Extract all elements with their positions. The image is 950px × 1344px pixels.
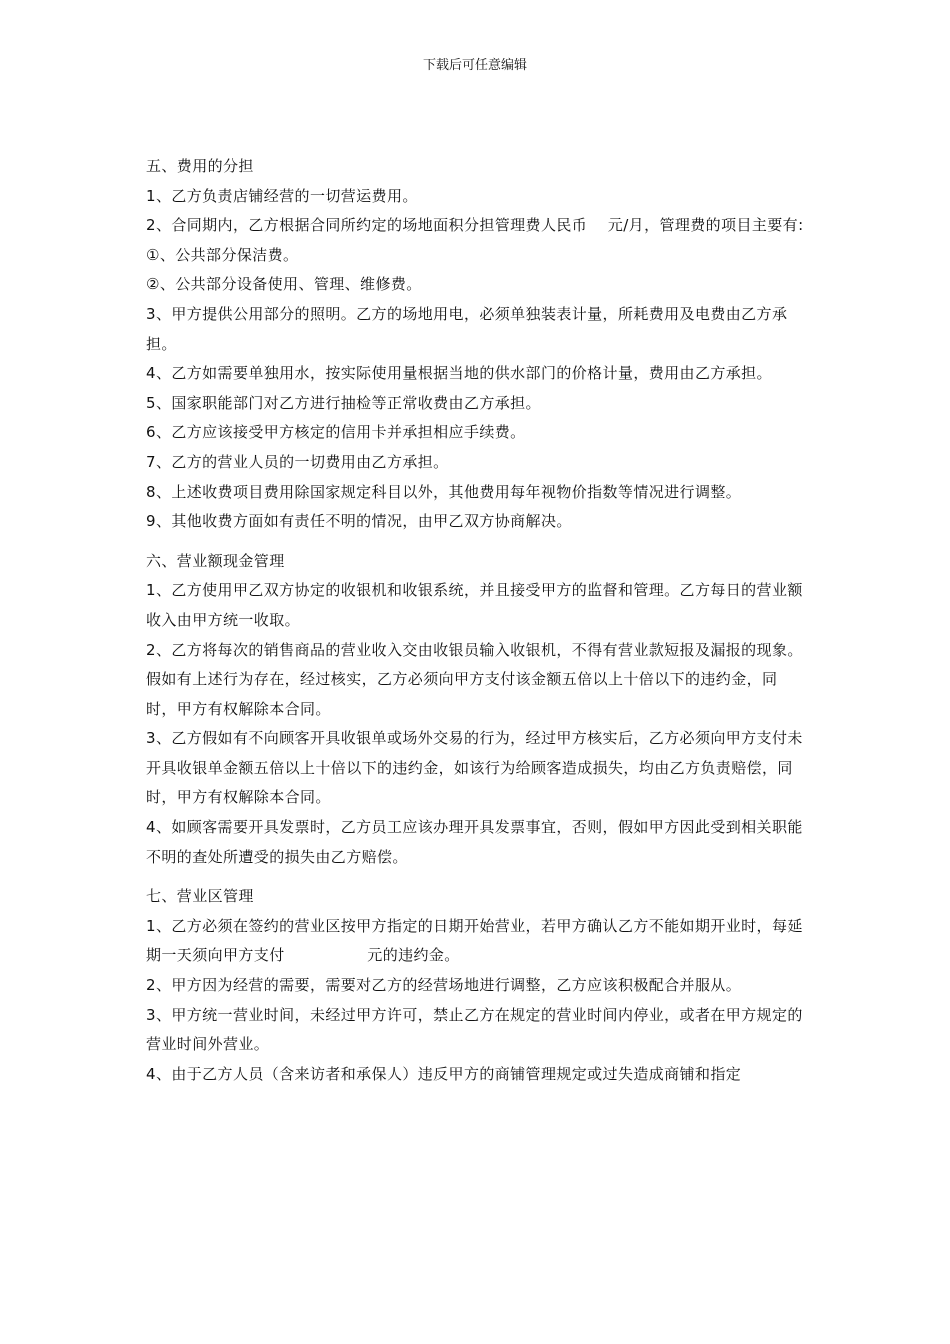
clause: 3、甲方提供公用部分的照明。乙方的场地用电，必须单独装表计量，所耗费用及电费由乙方承担。: [146, 304, 788, 353]
section-cash-management: [146, 547, 806, 873]
section-expense-sharing: [146, 152, 806, 537]
clause: 2、乙方将每次的销售商品的营业收入交由收银员输入收银机，不得有营业款短报及漏报的现象。假如有上述行为存在，经过核实，乙方必须向甲方支付该金额五倍以上十倍以下的违约金，同时，甲方有权解除本合同。: [146, 640, 803, 718]
clause: 5、国家职能部门对乙方进行抽检等正常收费由乙方承担。: [146, 393, 541, 412]
section-title: 五、费用的分担: [146, 157, 254, 175]
clause: 1、乙方必须在签约的营业区按甲方指定的日期开始营业，若甲方确认乙方不能如期开业时，每延期一天须向甲方支付 元的违约金。: [146, 916, 803, 965]
clause: 4、乙方如需要单独用水，按实际使用量根据当地的供水部门的价格计量，费用由乙方承担。: [146, 364, 772, 383]
clause: 2、合同期内，乙方根据合同所约定的场地面积分担管理费人民币 元/月，管理费的项目主要有:: [146, 216, 804, 235]
clause: 3、乙方假如有不向顾客开具收银单或场外交易的行为，经过甲方核实后，乙方必须向甲方支付未开具收银单金额五倍以上十倍以下的违约金，如该行为给顾客造成损失，均由乙方负责赔偿，同时，甲方有权解除本合同。: [146, 729, 803, 807]
page-header: 下载后可任意编辑: [422, 58, 527, 73]
clause: 4、如顾客需要开具发票时，乙方员工应该办理开具发票事宜，否则，假如甲方因此受到相关职能不明的查处所遭受的损失由乙方赔偿。: [146, 818, 803, 866]
section-business-area: [146, 882, 806, 1089]
clause: 1、乙方使用甲乙双方协定的收银机和收银系统，并且接受甲方的监督和管理。乙方每日的营业额收入由甲方统一收取。: [146, 581, 803, 629]
clause: ①、公共部分保洁费。: [146, 245, 299, 264]
section-title: 六、营业额现金管理: [146, 551, 285, 570]
document-body: [146, 152, 806, 1099]
clause: 3、甲方统一营业时间，未经过甲方许可，禁止乙方在规定的营业时间内停业，或者在甲方规定的营业时间外营业。: [146, 1005, 803, 1054]
clause: 6、乙方应该接受甲方核定的信用卡并承担相应手续费。: [146, 423, 526, 442]
clause: 2、甲方因为经营的需要，需要对乙方的经营场地进行调整，乙方应该积极配合并服从。: [146, 976, 742, 995]
section-title: 七、营业区管理: [146, 887, 254, 906]
clause: 7、乙方的营业人员的一切费用由乙方承担。: [146, 452, 449, 471]
clause: 8、上述收费项目费用除国家规定科目以外，其他费用每年视物价指数等情况进行调整。: [146, 482, 742, 501]
clause: 1、乙方负责店铺经营的一切营运费用。: [146, 186, 418, 205]
clause: ②、公共部分设备使用、管理、维修费。: [146, 275, 422, 294]
clause: 4、由于乙方人员（含来访者和承保人）违反甲方的商铺管理规定或过失造成商铺和指定: [146, 1064, 742, 1083]
clause: 9、其他收费方面如有责任不明的情况，由甲乙双方协商解决。: [146, 512, 572, 531]
